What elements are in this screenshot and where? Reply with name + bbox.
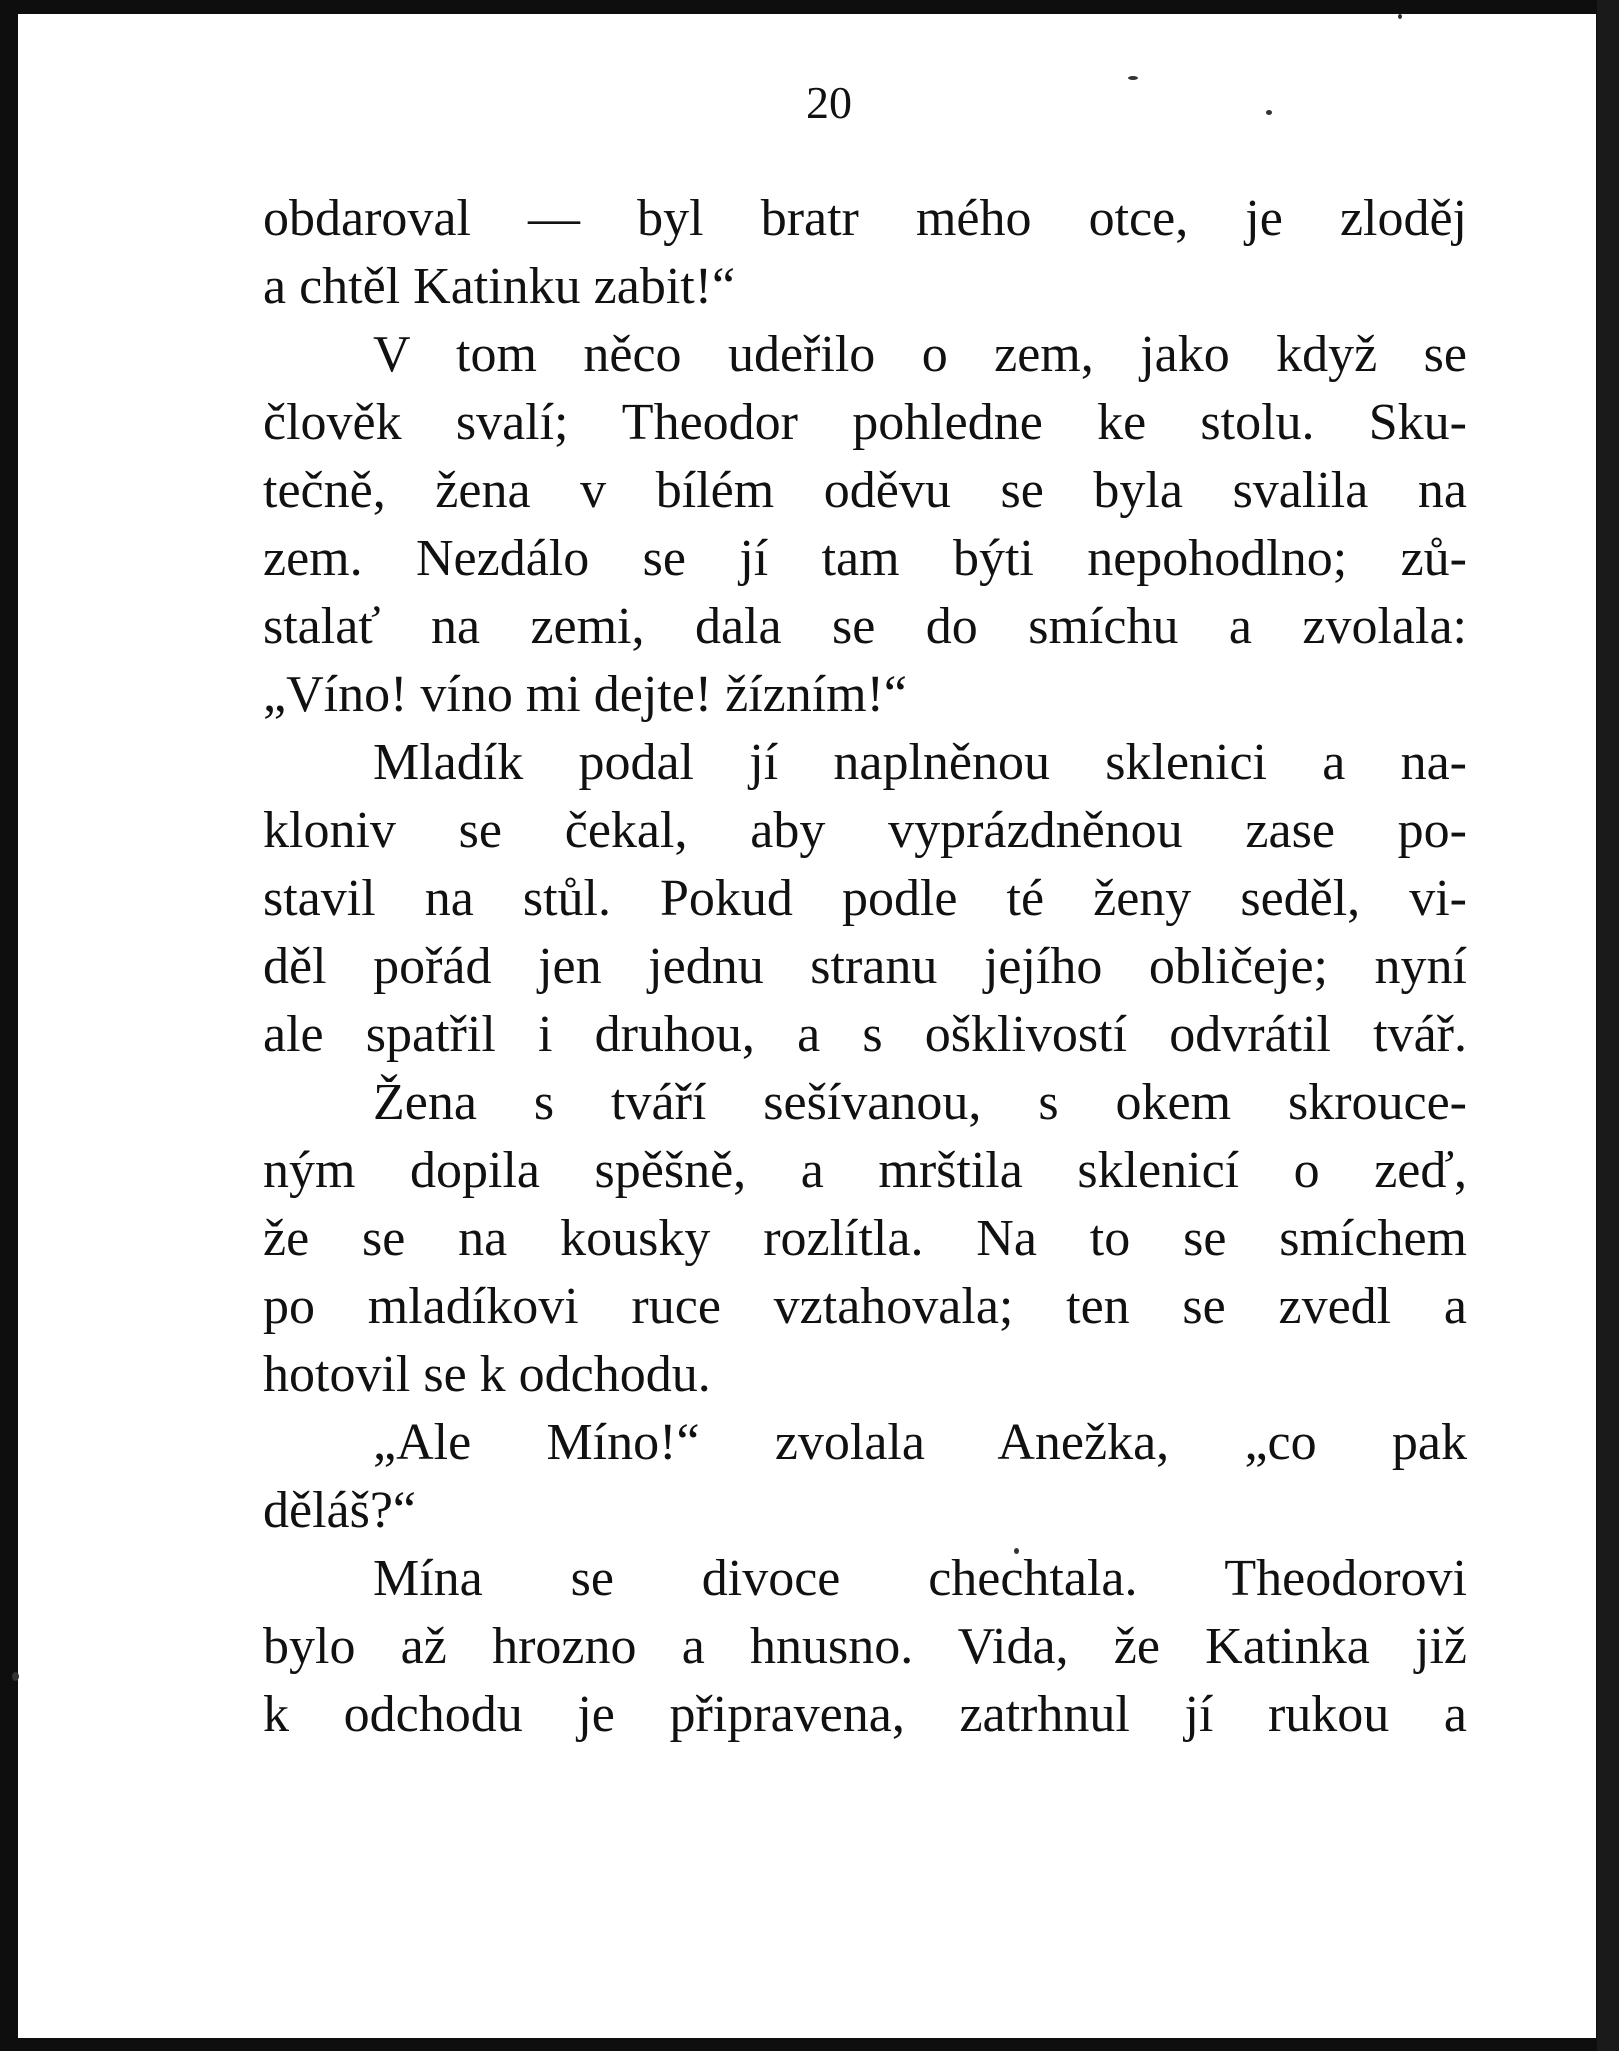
- text-line: ným dopila spěšně, a mrštila sklenicí o zeď,: [263, 1142, 1467, 1199]
- text-line: kloniv se čekal, aby vyprázdněnou zase po-: [263, 802, 1467, 859]
- text-line: že se na kousky rozlítla. Na to se smíchem: [263, 1210, 1467, 1267]
- page-number: 20: [806, 77, 852, 128]
- text-line: a chtěl Katinku zabit!“: [263, 258, 736, 315]
- text-line: V tom něco udeřilo o zem, jako když se: [373, 326, 1467, 383]
- body-text: [263, 185, 1467, 1749]
- dust-speck: [1398, 14, 1402, 19]
- text-line: Mína se divoce chechtala. Theodorovi: [373, 1550, 1467, 1607]
- text-line: stavil na stůl. Pokud podle té ženy seděl, vi-: [263, 870, 1467, 927]
- text-line: stalať na zemi, dala se do smíchu a zvolala:: [263, 598, 1467, 655]
- text-line: děl pořád jen jednu stranu jejího obličeje; nyní: [263, 938, 1467, 995]
- text-line: Žena s tváří sešívanou, s okem skrouce-: [373, 1074, 1467, 1131]
- text-line: po mladíkovi ruce vztahovala; ten se zvedl a: [263, 1278, 1467, 1335]
- text-line: „Víno! víno mi dejte! žízním!“: [263, 666, 908, 723]
- text-line: ale spatřil i druhou, a s ošklivostí odvrátil tvář.: [263, 1006, 1467, 1063]
- text-line: člověk svalí; Theodor pohledne ke stolu. Sku-: [263, 394, 1467, 451]
- dust-speck: [12, 1672, 19, 1681]
- text-line: Mladík podal jí naplněnou sklenici a na-: [373, 734, 1467, 791]
- text-line: zem. Nezdálo se jí tam býti nepohodlno; zů-: [263, 530, 1467, 587]
- text-line: obdaroval — byl bratr mého otce, je zloděj: [263, 190, 1467, 247]
- text-line: bylo až hrozno a hnusno. Vida, že Katinka již: [263, 1618, 1467, 1675]
- page-edge-shadow: [1597, 0, 1619, 2051]
- text-line: děláš?“: [263, 1482, 417, 1539]
- text-line: tečně, žena v bílém oděvu se byla svalila na: [263, 462, 1467, 519]
- text-line: „Ale Míno!“ zvolala Anežka, „co pak: [373, 1414, 1467, 1471]
- text-line: k odchodu je připravena, zatrhnul jí rukou a: [263, 1686, 1467, 1743]
- text-line: hotovil se k odchodu.: [263, 1346, 711, 1403]
